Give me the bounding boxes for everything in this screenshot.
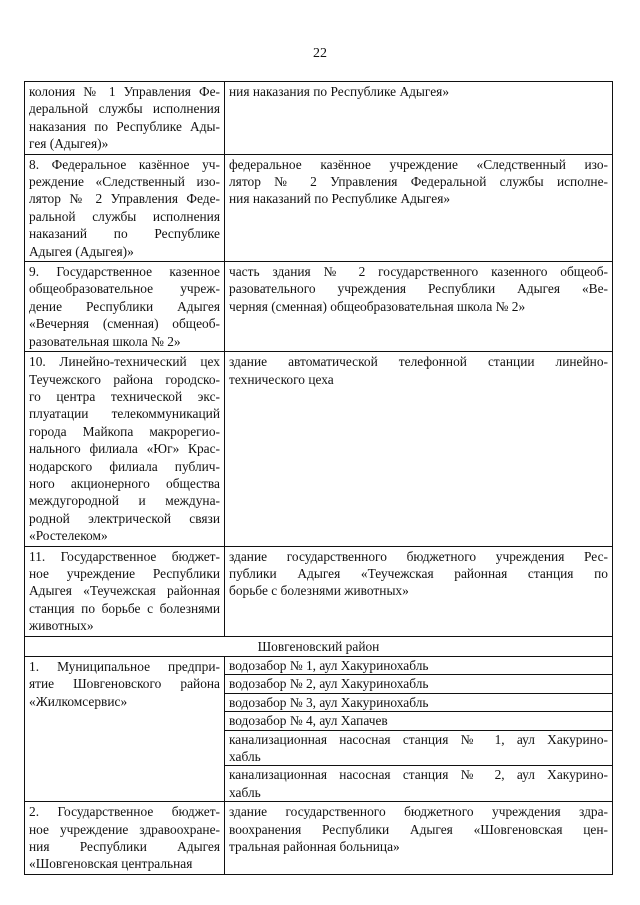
page-number: 22 — [313, 46, 327, 61]
text-line: разовательная школа № 2» — [29, 333, 181, 349]
object-cell — [225, 82, 613, 155]
table-row — [25, 154, 613, 261]
text-line: Теучежского района городско- — [29, 371, 220, 387]
text-line: реждение «Следственный изо- — [29, 174, 220, 190]
text-line: здание государственного бюджетного учреждения Рес- — [229, 548, 608, 564]
text-line: водозабор № 1, аул Хакуринохабль — [229, 658, 429, 673]
text-line: лятор № 2 Управления Феде- — [29, 191, 220, 207]
text-line: 10. Линейно-технический цех — [29, 354, 220, 370]
text-line: тральная районная больница» — [229, 839, 400, 855]
text-line: 2. Государственное бюджет- — [29, 804, 220, 820]
object-item — [225, 693, 612, 711]
text-line: го центра технической экс- — [29, 388, 220, 404]
object-cell — [225, 546, 613, 636]
text-line: часть здания № 2 государственного казенного общеоб- — [229, 264, 608, 280]
text-line: «Вечерняя (сменная) общеоб- — [29, 316, 220, 332]
organization-cell — [25, 154, 225, 261]
text-line: «Шовгеновская центральная — [29, 856, 193, 872]
text-line: канализационная насосная станция № 1, аул Хакурино- — [229, 731, 608, 747]
table-row — [25, 546, 613, 636]
text-line: плуатации телекоммуникаций — [29, 406, 220, 422]
object-item — [225, 765, 612, 801]
text-line: города Майкопа макрорегио- — [29, 423, 220, 439]
text-line: «Жилкомсервис» — [29, 693, 128, 709]
text-line: деральной службы исполнения — [29, 101, 220, 117]
text-line: ное учреждение здравоохране- — [29, 821, 220, 837]
text-line: общеобразовательное учреж- — [29, 281, 220, 297]
text-line: Адыгея (Адыгея)» — [29, 243, 134, 259]
organization-cell — [25, 546, 225, 636]
object-item — [225, 730, 612, 766]
text-line: дение Республики Адыгея — [29, 298, 220, 314]
table-row — [25, 262, 613, 352]
object-cell — [225, 154, 613, 261]
text-line: колония № 1 Управления Фе- — [29, 84, 220, 99]
text-line: 8. Федеральное казённое уч- — [29, 156, 220, 172]
text-line: нального филиала «Юг» Крас- — [29, 441, 220, 457]
object-item — [225, 657, 612, 674]
text-line: Адыгея «Теучежская районная — [29, 583, 220, 599]
text-line: хабль — [229, 784, 261, 800]
table-row — [25, 82, 613, 155]
text-line: наказания по Республике Ады- — [29, 118, 220, 134]
text-line: станция по борьбе с болезнями — [29, 600, 220, 616]
section-header-row — [25, 636, 613, 656]
object-cell — [225, 802, 613, 875]
text-line: родной электрической связи — [29, 510, 220, 526]
text-line: здание государственного бюджетного учреждения здра- — [229, 804, 608, 820]
text-line: водозабор № 3, аул Хакуринохабль — [229, 694, 429, 710]
section-title: Шовгеновский район — [25, 636, 613, 656]
text-line: водозабор № 4, аул Хапачев — [229, 713, 388, 729]
text-line: 1. Муниципальное предпри- — [29, 659, 220, 674]
text-line: 11. Государственное бюджет- — [29, 548, 220, 564]
text-line: гея (Адыгея)» — [29, 136, 109, 152]
text-line: животных» — [29, 618, 94, 634]
text-line: воохранения Республики Адыгея «Шовгеновская цен- — [229, 821, 608, 837]
text-line: ное учреждение Республики — [29, 565, 220, 581]
organization-cell — [25, 352, 225, 546]
objects-table — [24, 81, 613, 875]
organization-cell — [25, 82, 225, 155]
text-line: 9. Государственное казенное — [29, 264, 220, 280]
text-line: ния Республики Адыгея — [29, 839, 220, 855]
organization-cell — [25, 262, 225, 352]
organization-cell — [25, 657, 225, 802]
table-body — [25, 82, 613, 875]
text-line: публики Адыгея «Теучежская районная станция по — [229, 565, 608, 581]
object-item — [225, 674, 612, 692]
text-line: федеральное казённое учреждение «Следственный изо- — [229, 156, 608, 172]
text-line: «Ростелеком» — [29, 528, 108, 544]
text-line: водозабор № 2, аул Хакуринохабль — [229, 676, 429, 692]
organization-cell — [25, 802, 225, 875]
text-line: нодарского филиала публич- — [29, 458, 220, 474]
object-cell — [225, 352, 613, 546]
text-line: борьбе с болезнями животных» — [229, 583, 409, 599]
object-item — [225, 711, 612, 729]
text-line: разовательного учреждения Республики Адыгея «Ве- — [229, 281, 608, 297]
text-line: ральной службы исполнения — [29, 208, 220, 224]
text-line: ятие Шовгеновского района — [29, 676, 220, 692]
text-line: междугородной и междуна- — [29, 493, 220, 509]
text-line: лятор № 2 Управления Федеральной службы исполне- — [229, 174, 608, 190]
object-cell — [225, 657, 613, 802]
table-row — [25, 802, 613, 875]
text-line: черняя (сменная) общеобразовательная школа № 2» — [229, 298, 526, 314]
text-line: ния наказаний по Республике Адыгея» — [229, 191, 451, 207]
text-line: канализационная насосная станция № 2, аул Хакурино- — [229, 767, 608, 783]
text-line: хабль — [229, 749, 261, 765]
text-line: наказаний по Республике — [29, 226, 220, 242]
text-line: ного акционерного общества — [29, 475, 220, 491]
object-cell — [225, 262, 613, 352]
text-line: здание автоматической телефонной станции линейно- — [229, 354, 608, 370]
text-line: ния наказания по Республике Адыгея» — [229, 84, 450, 99]
table-row — [25, 352, 613, 546]
text-line: технического цеха — [229, 371, 334, 387]
table-row — [25, 657, 613, 802]
